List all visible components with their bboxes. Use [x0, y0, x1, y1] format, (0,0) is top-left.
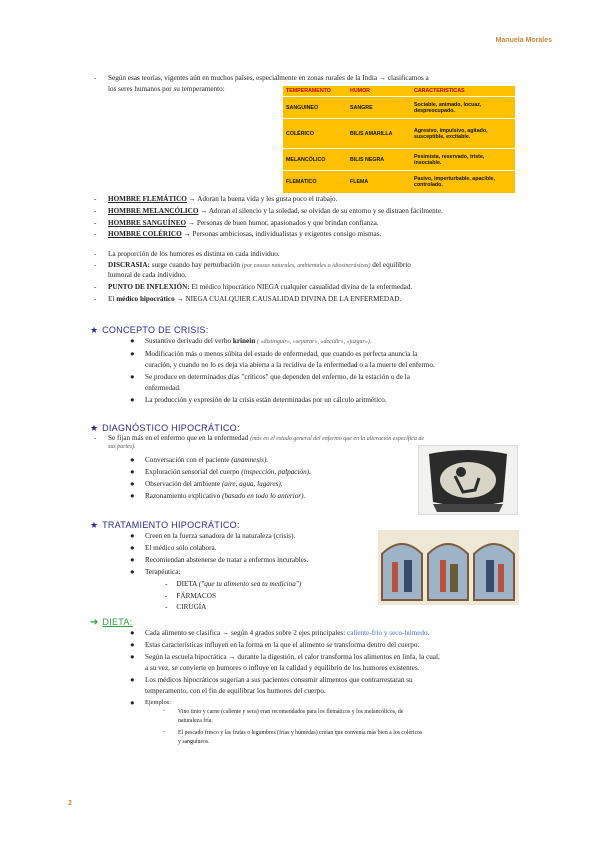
dieta-e2-l1: El pescado fresco y las frutas o legumbres (frías y húmedas) creían que convenía más bien a los coléricos — [178, 730, 423, 736]
dieta-b4-l1: Los médicos hipocráticos sugerían a sus pacientes consumir alimentos que contrarrestaran su — [145, 676, 413, 684]
trat-s1: - DIETA ("que tu alimento sea tu medicina") — [165, 580, 302, 588]
crisis-b1-italic: ( «distinguir», «separar», «decidir», «juzgar»). — [257, 339, 372, 345]
arrow-right-icon: ➔ — [90, 617, 99, 628]
discrasia-label: DISCRASIA: — [108, 261, 150, 269]
bullet-dash: - — [94, 283, 97, 291]
bullet-dot: ● — [130, 567, 135, 576]
trat-b1: Creen en la fuerza sanadora de la naturaleza (crisis). — [145, 532, 296, 540]
bullet-dash: - — [94, 74, 97, 82]
diag-intro-text: Se fijan más en el enfermo que en la enfermedad — [108, 434, 249, 442]
table-header-row — [283, 86, 515, 97]
bullet-dot: ● — [130, 491, 135, 500]
diag-intro-italic: (más en el estado general del enfermo que en la alteración específica de — [250, 436, 425, 442]
bullet-dot: ● — [130, 455, 135, 464]
diag-b1 — [145, 455, 268, 466]
table-cell: BILIS AMARILLA — [347, 119, 411, 149]
table-cell: FLEMA — [347, 171, 411, 193]
diag-b3 — [145, 479, 283, 490]
humors-line-1: La proporción de los humores es distinta en cada individuo. — [108, 250, 280, 258]
type-desc: → Adoran el silencio y la soledad, se olvidan de su entorno y se distraen fácilmente. — [200, 207, 443, 215]
table-cell: COLÉRICO — [283, 119, 347, 149]
trat-s1-text: DIETA — [176, 580, 197, 588]
star-icon: ★ — [90, 520, 99, 530]
diag-b1-text: Conversación con el paciente — [145, 456, 230, 464]
dieta-e2-l2: y sanguíneos. — [178, 739, 210, 745]
medico-line — [108, 294, 401, 305]
diag-b3-italic: (aire, agua, lugares). — [221, 480, 283, 488]
crisis-b3-l2: enfermedad. — [145, 384, 181, 392]
table-row — [283, 149, 515, 171]
bullet-dash: - — [163, 729, 165, 735]
inflexion-line — [108, 282, 412, 293]
type-desc: → Personas ambiciosas, individualistas y exigentes consigo mismas. — [183, 230, 382, 238]
dieta-b2: Estas características influyen en la forma en la que el alimento se transforma dentro del cuerpo. — [145, 641, 420, 649]
bullet-dot: ● — [130, 555, 135, 564]
diag-intro — [108, 433, 528, 445]
dieta-b3-l2: a su vez, se convierte en humores o influye en la calidad y equilibrio de los humores existentes. — [145, 664, 420, 672]
table-header: CARACTERISTICAS — [414, 88, 465, 94]
inflexion-label: PUNTO DE INFLEXIÓN: — [108, 283, 190, 291]
dieta-e1-l2: naturaleza fría. — [178, 718, 213, 724]
bullet-dot: ● — [130, 628, 135, 637]
page-number: 2 — [68, 800, 72, 807]
bullet-dash: - — [94, 195, 97, 203]
diag-b4 — [145, 491, 305, 502]
table-header: HUMOR — [350, 88, 371, 94]
table-row — [283, 97, 515, 119]
bullet-dot: ● — [130, 395, 135, 404]
table-cell: Pesimista, reservado, triste, insociable. — [411, 149, 515, 171]
bullet-dash: - — [94, 295, 97, 303]
bullet-dash: - — [163, 708, 165, 714]
table-cell: MELANCÓLICO — [283, 149, 347, 171]
trat-b2: El médico sólo colabora. — [145, 544, 217, 552]
diag-b3-text: Observación del ambiente — [145, 480, 221, 488]
dieta-b4-l2: temperamento, con el fin de equilibrar los humores del cuerpo. — [145, 687, 326, 695]
crisis-b2-l1: Modificación más o menos súbita del estado de enfermedad, que cuando es perfecta anuncia la — [145, 350, 418, 358]
trat-s2: - FÁRMACOS — [165, 592, 216, 600]
bullet-dot: ● — [130, 349, 135, 358]
trat-s3-text: CIRUGÍA — [176, 603, 207, 611]
type-name: HOMBRE SANGUÍNEO — [108, 219, 187, 227]
table-row — [283, 171, 515, 193]
intro-line-2: los seres humanos por su temperamento: — [108, 85, 225, 93]
bullet-dot: ● — [130, 467, 135, 476]
discrasia-text: surge cuando hay perturbación — [151, 261, 241, 269]
inflexion-text: El médico hipocrático NIEGA cualquier casualidad divina de la enfermedad. — [191, 283, 413, 291]
crisis-b2-l2: curación, y cuando no lo es deja vía abierta a la recidiva de la enfermedad o a la muerte del enfermo. — [145, 361, 435, 369]
table-cell: SANGUINEO — [283, 97, 347, 119]
section-title: DIETA: — [102, 617, 133, 627]
dieta-b1-blue: caliente-frío y seco-húmedo. — [347, 629, 430, 637]
dieta-e1-l1: Vino tinto y carne (caliente y seca) eran recomendados para los flemáticos y los melancólicos, de — [178, 709, 404, 715]
medieval-arches-illustration — [378, 530, 519, 605]
diag-b4-italic: (basado en todo lo anterior). — [222, 492, 306, 500]
table-row — [283, 119, 515, 149]
type-item — [108, 218, 379, 229]
diag-b2 — [145, 467, 311, 478]
trat-b3: Recomiendan abstenerse de tratar a enfermos incurables. — [145, 556, 309, 564]
table-cell: Sociable, animado, locuaz, despreocupado. — [411, 97, 515, 119]
dieta-b1-text: Cada alimento se clasifica → según 4 grados sobre 2 ejes principales: — [145, 629, 346, 637]
trat-s2-text: FÁRMACOS — [176, 592, 216, 600]
dieta-b5: Ejemplos: — [145, 699, 171, 706]
diag-b2-italic: (inspección, palpación). — [241, 468, 311, 476]
dieta-b3-l1: Según la escuela hipocrática → durante la digestión, el calor transforma los alimentos en linfa, la cual, — [145, 653, 440, 661]
author-name: Manuela Morales — [495, 37, 552, 44]
bullet-dot: ● — [130, 675, 135, 684]
crisis-b3-l1: Se produce en determinados días "críticos" que dependen del enfermo, de la estación o de la — [145, 373, 410, 381]
trat-s1-italic: ("que tu alimento sea tu medicina") — [198, 580, 302, 588]
crisis-b1 — [145, 336, 371, 348]
diag-b1-italic: (anamnesis). — [231, 456, 269, 464]
bullet-dot: ● — [130, 640, 135, 649]
crisis-b1-bold: krinein — [232, 337, 256, 345]
table-cell: Agresivo, impulsivo, agitado, susceptible, excitable. — [411, 119, 515, 149]
table-cell: BILIS NEGRA — [347, 149, 411, 171]
medico-bold: médico hipocrático — [116, 295, 175, 303]
bullet-dot: ● — [130, 531, 135, 540]
vase-illustration — [418, 445, 518, 515]
trat-b4: Terapéutica: — [145, 568, 181, 576]
bullet-dash: - — [94, 434, 97, 442]
crisis-b1-pre: Sustantivo derivado del verbo — [145, 337, 232, 345]
diag-intro-italic-2: sus partes). — [108, 444, 136, 450]
table-cell: SANGRE — [347, 97, 411, 119]
bullet-dot: ● — [130, 698, 135, 707]
diag-b4-text: Razonamiento explicativo — [145, 492, 221, 500]
diag-b2-text: Exploración sensorial del cuerpo — [145, 468, 240, 476]
crisis-b4: La producción y expresión de la crisis están determinadas por un cálculo aritmético. — [145, 396, 387, 404]
medico-pre: El — [108, 295, 115, 303]
intro-line-1: Según esas teorías, vigentes aún en muchos países, especialmente en zonas rurales de la India → clasificamos a — [108, 74, 429, 82]
discrasia-cont: humoral de cada individuo. — [108, 271, 187, 279]
table-cell: FLEMATICO — [283, 171, 347, 193]
temperament-table — [283, 86, 515, 193]
type-name: HOMBRE FLEMÁTICO — [108, 195, 187, 203]
type-item — [108, 206, 443, 217]
section-heading — [90, 612, 133, 630]
type-desc: → Personas de buen humor, apasionados y que brindan confianza. — [187, 219, 379, 227]
type-name: HOMBRE MELANCÓLICO — [108, 207, 199, 215]
trat-s3: - CIRUGÍA — [165, 603, 207, 611]
star-icon: ★ — [90, 423, 99, 433]
type-item — [108, 229, 381, 240]
type-name: HOMBRE COLÉRICO — [108, 230, 182, 238]
bullet-dash: - — [94, 219, 97, 227]
dieta-b1 — [145, 628, 525, 639]
bullet-dot: ● — [130, 652, 135, 661]
discrasia-italic: (por causas naturales, ambientales o idiosincrásicas) — [241, 263, 371, 269]
bullet-dash: - — [94, 261, 97, 269]
section-title: CONCEPTO DE CRISIS: — [102, 325, 209, 335]
table-header: TEMPERAMENTO — [286, 88, 331, 94]
bullet-dot: ● — [130, 479, 135, 488]
bullet-dot: ● — [130, 372, 135, 381]
table-cell: Pasivo, imperturbable, apacible, controlado. — [411, 171, 515, 193]
section-title: DIAGNÓSTICO HIPOCRÁTICO: — [102, 423, 240, 433]
section-title: TRATAMIENTO HIPOCRÁTICO: — [102, 520, 240, 530]
medico-text: → NIEGA CUALQUIER CAUSALIDAD DIVINA DE LA ENFERMEDAD. — [176, 295, 402, 303]
bullet-dot: ● — [130, 336, 135, 345]
bullet-dash: - — [94, 250, 97, 258]
bullet-dash: - — [94, 207, 97, 215]
type-desc: → Adoran la buena vida y les gusta poco el trabajo. — [188, 195, 338, 203]
discrasia-end: del equilibrio — [372, 261, 411, 269]
star-icon: ★ — [90, 325, 99, 335]
type-item — [108, 194, 337, 205]
bullet-dash: - — [94, 230, 97, 238]
bullet-dot: ● — [130, 543, 135, 552]
